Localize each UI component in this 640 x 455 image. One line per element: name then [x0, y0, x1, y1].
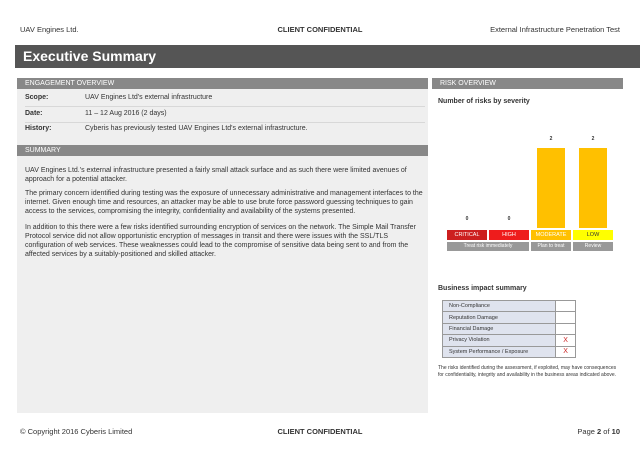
impact-mark: X [556, 346, 576, 357]
impact-mark: X [556, 335, 576, 346]
page-number [577, 427, 620, 436]
page-of: of [603, 427, 610, 436]
divider [25, 122, 425, 123]
impact-mark [556, 323, 576, 334]
action-label: Review [573, 242, 613, 251]
impact-label: Financial Damage [443, 323, 556, 334]
severity-label-low: LOW [573, 230, 613, 240]
divider [25, 106, 425, 107]
right-panel [432, 78, 623, 413]
bar-value-label: 0 [465, 216, 469, 222]
impact-label: System Performance / Exposure [443, 346, 556, 357]
page-prefix: Page [577, 427, 595, 436]
engagement-overview-heading: ENGAGEMENT OVERVIEW [17, 78, 428, 89]
header-report-name: External Infrastructure Penetration Test [490, 25, 620, 34]
header-classification: CLIENT CONFIDENTIAL [277, 25, 363, 34]
severity-label-moderate: MODERATE [531, 230, 571, 240]
footer-classification: CLIENT CONFIDENTIAL [277, 427, 363, 436]
severity-label-critical: CRITICAL [447, 230, 487, 240]
table-row [443, 335, 576, 346]
bar-low [579, 148, 607, 228]
bar-value-label: 0 [507, 216, 511, 222]
risk-severity-chart [432, 128, 623, 258]
date-label: Date: [25, 110, 43, 117]
summary-paragraph: The primary concern identified during testing was the exposure of unnecessary administrative and management interfaces to the internet. Given enough time and resources, an attacker may be able to use brute force password guessing techniques to gain access to the services, compromising the integrity, confidentiality and availability of the systems presented. [25, 190, 423, 215]
action-label: Treat risk immediately [447, 242, 529, 251]
table-row [443, 312, 576, 323]
page-total: 10 [611, 427, 620, 436]
history-label: History: [25, 125, 52, 132]
page-title: Executive Summary [23, 48, 157, 64]
bar-value-label: 2 [549, 136, 553, 142]
footer-copyright: © Copyright 2016 Cyberis Limited [20, 427, 133, 436]
table-row [443, 301, 576, 312]
history-value: Cyberis has previously tested UAV Engines Ltd's external infrastructure. [85, 125, 308, 132]
title-bar [15, 45, 640, 68]
scope-label: Scope: [25, 94, 49, 101]
header-company: UAV Engines Ltd. [20, 25, 79, 34]
date-value: 11 – 12 Aug 2016 (2 days) [85, 110, 167, 117]
impact-label: Reputation Damage [443, 312, 556, 323]
table-row [443, 323, 576, 334]
business-impact-title: Business impact summary [438, 285, 527, 292]
page-footer [20, 427, 620, 439]
summary-paragraph: In addition to this there were a few risks identified surrounding encryption of services on the network. The Simple Mail Transfer Protocol service did not allow opportunistic encryption of messages in transit and there were issues with the SSL/TLS configuration of web services. These weaknesses could lead to the compromise of sensitive data being sent to and from the affected services by a suitably-positioned and skilled attacker. [25, 224, 416, 258]
business-impact-table [442, 300, 576, 358]
impact-label: Non-Compliance [443, 301, 556, 312]
summary-heading: SUMMARY [17, 145, 428, 156]
chart-title: Number of risks by severity [438, 98, 530, 105]
impact-mark [556, 312, 576, 323]
action-label: Plan to treat [531, 242, 571, 251]
bar-value-label: 2 [591, 136, 595, 142]
page-header [20, 25, 620, 37]
impact-mark [556, 301, 576, 312]
left-panel [17, 78, 428, 413]
bar-moderate [537, 148, 565, 228]
severity-label-high: HIGH [489, 230, 529, 240]
page-current: 2 [597, 427, 602, 436]
business-impact-note: The risks identified during the assessment, if exploited, may have consequences for confidentiality, integrity and availability in the business areas indicated above. [438, 365, 617, 378]
impact-label: Privacy Violation [443, 335, 556, 346]
table-row [443, 346, 576, 357]
risk-overview-heading: RISK OVERVIEW [432, 78, 623, 89]
scope-value: UAV Engines Ltd's external infrastructure [85, 94, 213, 101]
summary-paragraph: UAV Engines Ltd.'s external infrastructure presented a fairly small attack surface and as such there were limited avenues of approach for a potential attacker. [25, 167, 407, 183]
